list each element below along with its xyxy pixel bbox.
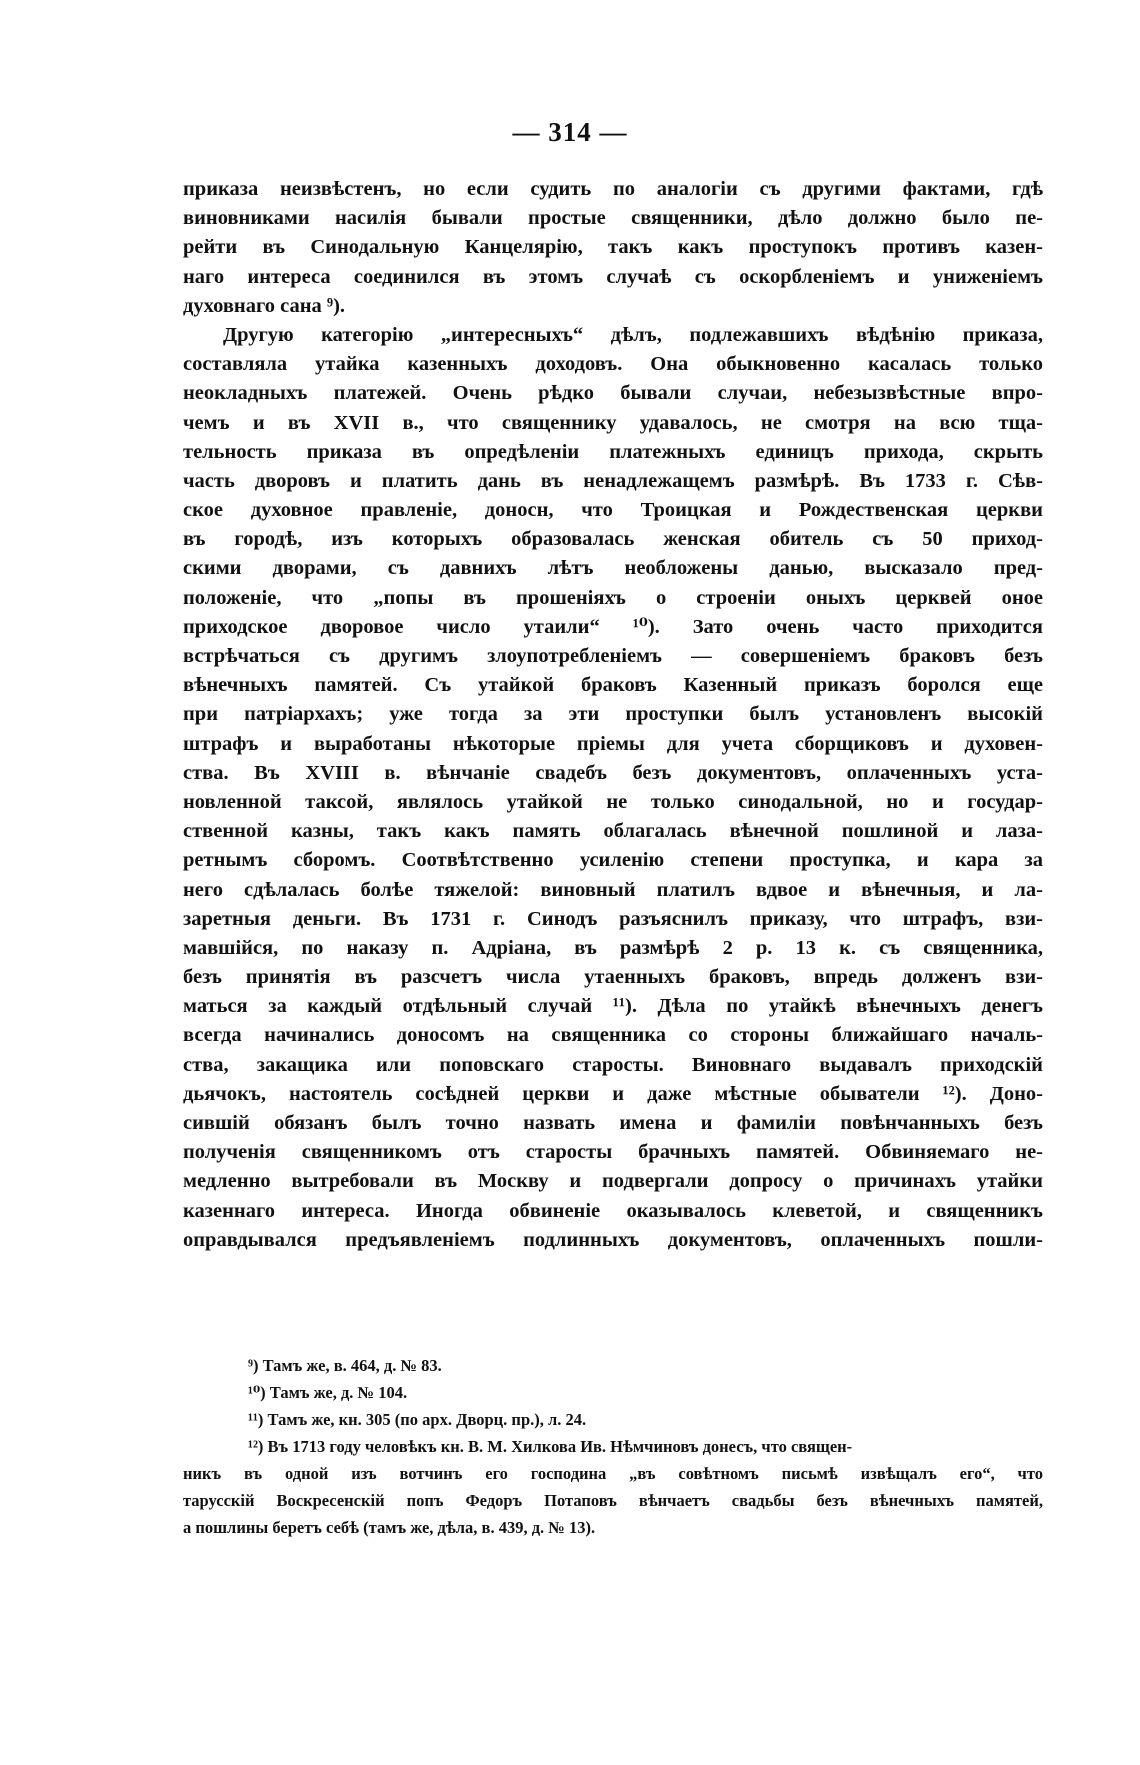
- text-line: сившій обязанъ былъ точно назвать имена и фамиліи повѣнчанныхъ безъ: [183, 1112, 1043, 1134]
- footnote-11: ¹¹) Тамъ же, кн. 305 (по арх. Дворц. пр.), л. 24.: [248, 1410, 587, 1429]
- text-line: положеніе, что „попы въ прошеніяхъ о строеніи оныхъ церквей оное: [183, 586, 1043, 609]
- text-line: чемъ и въ XVII в., что священнику удавалось, не смотря на всю тща-: [183, 411, 1043, 434]
- text-line: встрѣчаться съ другимъ злоупотребленіемъ — совершеніемъ браковъ безъ: [183, 645, 1043, 667]
- text-line: наго интереса соединился въ этомъ случаѣ съ оскорбленіемъ и униженіемъ: [183, 265, 1043, 288]
- text-line: вѣнечныхъ памятей. Съ утайкой браковъ Казенный приказъ боролся еще: [183, 674, 1043, 697]
- text-line: полученія священникомъ отъ старосты брачныхъ памятей. Обвиняемаго не-: [183, 1141, 1043, 1164]
- footnotes: [183, 1352, 1043, 1541]
- text-line: ственной казны, такъ какъ память облагалась вѣнечной пошлиной и лаза-: [183, 820, 1043, 843]
- footnote-12-continued: тарусскій Воскресенскій попъ Федоръ Потаповъ вѣнчаетъ свадьбы безъ вѣнечныхъ памятей,: [183, 1491, 1043, 1510]
- text-line: ства, закащика или поповскаго старосты. Виновнаго выдавалъ приходскій: [183, 1053, 1043, 1076]
- footnote-10: ¹⁰) Тамъ же, д. № 104.: [248, 1383, 408, 1402]
- text-line: медленно вытребовали въ Москву и подвергали допросу о причинахъ утайки: [183, 1170, 1043, 1193]
- text-line: ское духовное правленіе, доносн, что Троицкая и Рождественская церкви: [183, 499, 1043, 522]
- page-number: — 314 —: [512, 117, 628, 147]
- text-line: при патріархахъ; уже тогда за эти проступки былъ установленъ высокій: [183, 703, 1043, 726]
- text-line: Другую категорію „интересныхъ“ дѣлъ, подлежавшихъ вѣдѣнію приказа,: [223, 323, 1043, 346]
- footnote-12: ¹²) Въ 1713 году человѣкъ кн. В. М. Хилкова Ив. Нѣмчиновъ донесъ, что священ-: [248, 1437, 853, 1456]
- text-line: новленной таксой, являлось утайкой не только синодальной, но и государ-: [183, 790, 1043, 813]
- text-line: неокладныхъ платежей. Очень рѣдко бывали случаи, небезызвѣстные впро-: [183, 382, 1043, 405]
- text-line: штрафъ и выработаны нѣкоторые пріемы для учета сборщиковъ и духовен-: [183, 732, 1043, 755]
- text-line: духовнаго сана ⁹).: [183, 294, 346, 317]
- text-line: въ городѣ, изъ которыхъ образовалась женская обитель съ 50 приход-: [183, 528, 1043, 551]
- footnote-9: ⁹) Тамъ же, в. 464, д. № 83.: [248, 1356, 442, 1375]
- main-text: [183, 175, 1043, 1255]
- text-line: ства. Въ XVIII в. вѣнчаніе свадебъ безъ документовъ, оплаченныхъ уста-: [183, 761, 1043, 784]
- text-line: казеннаго интереса. Иногда обвиненіе оказывалось клеветой, и священникъ: [183, 1199, 1043, 1222]
- text-line: приказа неизвѣстенъ, но если судить по аналогіи съ другими фактами, гдѣ: [183, 178, 1043, 200]
- text-line: безъ принятія въ разсчетъ числа утаенныхъ браковъ, впредь долженъ взи-: [183, 966, 1043, 989]
- text-line: виновниками насилія бывали простые священники, дѣло должно было пе-: [183, 207, 1043, 230]
- text-line: заретныя деньги. Въ 1731 г. Синодъ разъяснилъ приказу, что штрафъ, взи-: [183, 907, 1043, 930]
- text-line: составляла утайка казенныхъ доходовъ. Она обыкновенно касалась только: [183, 353, 1043, 376]
- footnote-12-continued: а пошлины беретъ себѣ (тамъ же, дѣла, в. 439, д. № 13).: [183, 1518, 596, 1537]
- text-line: часть дворовъ и платить дань въ ненадлежащемъ размѣрѣ. Въ 1733 г. Сѣв-: [183, 469, 1043, 492]
- text-line: ретнымъ сборомъ. Соотвѣтственно усиленію степени проступка, и кара за: [183, 849, 1043, 872]
- text-line: тельность приказа въ опредѣленіи платежныхъ единицъ прихода, скрыть: [183, 440, 1043, 463]
- footnote-12-continued: никъ въ одной изъ вотчинъ его господина „въ совѣтномъ письмѣ извѣщалъ его“, что: [183, 1464, 1043, 1483]
- text-line: приходское дворовое число утаили“ ¹⁰). Зато очень часто приходится: [183, 615, 1043, 638]
- text-line: него сдѣлалась болѣе тяжелой: виновный платилъ вдвое и вѣнечныя, и ла-: [183, 878, 1043, 901]
- text-line: дьячокъ, настоятель сосѣдней церкви и даже мѣстные обыватели ¹²). Доно-: [183, 1082, 1043, 1105]
- text-line: маться за каждый отдѣльный случай ¹¹). Дѣла по утайкѣ вѣнечныхъ денегъ: [183, 995, 1043, 1018]
- text-line: скими дворами, съ давнихъ лѣтъ необложены данью, высказало пред-: [183, 557, 1043, 580]
- text-line: мавшійся, по наказу п. Адріана, въ размѣрѣ 2 р. 13 к. съ священника,: [183, 936, 1043, 959]
- text-line: рейти въ Синодальную Канцелярію, такъ какъ проступокъ противъ казен-: [183, 236, 1043, 259]
- text-line: оправдывался предъявленіемъ подлинныхъ документовъ, оплаченныхъ пошли-: [183, 1228, 1043, 1251]
- text-line: всегда начинались доносомъ на священника со стороны ближайшаго началь-: [183, 1024, 1043, 1047]
